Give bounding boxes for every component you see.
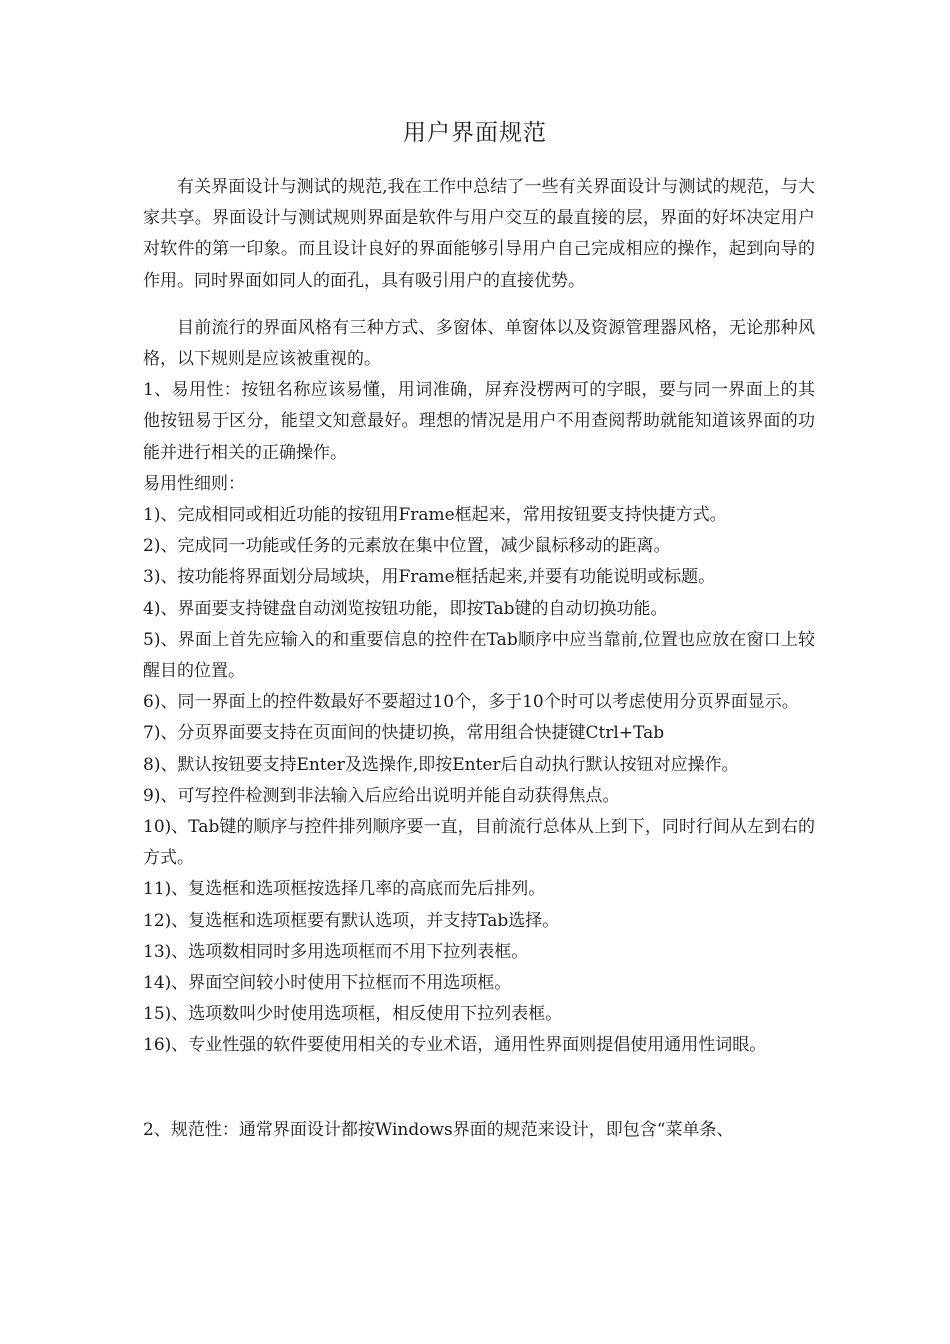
intro-paragraph: 有关界面设计与测试的规范,我在工作中总结了一些有关界面设计与测试的规范，与大家共享。界面设计与测试规则界面是软件与用户交互的最直接的层，界面的好坏决定用户对软件的第一印象。而且设计良好的界面能够引导用户自己完成相应的操作，起到向导的作用。同时界面如同人的面孔，具有吸引用户的直接优势。 [143, 177, 815, 291]
rule-item: 7)、分页界面要支持在页面间的快捷切换，常用组合快捷键Ctrl+Tab [143, 723, 665, 744]
usability-paragraph: 1、易用性：按钮名称应该易懂，用词准确，屏弃没楞两可的字眼，要与同一界面上的其他按钮易于区分，能望文知意最好。理想的情况是用户不用查阅帮助就能知道该界面的功能并进行相关的正确操作。 [143, 380, 815, 463]
rule-item: 2)、完成同一功能或任务的元素放在集中位置，减少鼠标移动的距离。 [143, 536, 671, 557]
rule-item: 16)、专业性强的软件要使用相关的专业术语，通用性界面则提倡使用通用性词眼。 [143, 1035, 767, 1056]
rule-item: 9)、可写控件检测到非法输入后应给出说明并能自动获得焦点。 [143, 785, 620, 806]
rule-item: 14)、界面空间较小时使用下拉框而不用选项框。 [143, 973, 512, 994]
rule-item: 5)、界面上首先应输入的和重要信息的控件在Tab顺序中应当靠前,位置也应放在窗口上较醒目的位置。 [143, 629, 815, 682]
rule-item: 10)、Tab键的顺序与控件排列顺序要一直，目前流行总体从上到下，同时行间从左到右的方式。 [143, 817, 815, 869]
rule-item: 8)、默认按钮要支持Enter及选操作,即按Enter后自动执行默认按钮对应操作。 [143, 754, 739, 775]
section-spacer [143, 1062, 815, 1115]
rule-item: 1)、完成相同或相近功能的按钮用Frame框起来，常用按钮要支持快捷方式。 [143, 505, 727, 526]
styles-paragraph: 目前流行的界面风格有三种方式、多窗体、单窗体以及资源管理器风格，无论那种风格，以下规则是应该被重视的。 [143, 317, 815, 370]
rule-item: 11)、复选框和选项框按选择几率的高底而先后排列。 [143, 879, 546, 900]
standards-paragraph: 2、规范性：通常界面设计都按Windows界面的规范来设计，即包含“菜单条、 [143, 1119, 734, 1140]
rules-list [143, 500, 815, 1062]
rule-item: 4)、界面要支持键盘自动浏览按钮功能，即按Tab键的自动切换功能。 [143, 598, 668, 619]
rule-item: 13)、选项数相同时多用选项框而不用下拉列表框。 [143, 941, 529, 962]
rule-item: 12)、复选框和选项框要有默认选项，并支持Tab选择。 [143, 910, 560, 931]
rule-item: 6)、同一界面上的控件数最好不要超过10个，多于10个时可以考虑使用分页界面显示。 [143, 692, 799, 713]
document-body [143, 172, 815, 1146]
usability-details-heading: 易用性细则： [143, 473, 245, 494]
rule-item: 15)、选项数叫少时使用选项框，相反使用下拉列表框。 [143, 1004, 563, 1025]
rule-item: 3)、按功能将界面划分局域块，用Frame框括起来,并要有功能说明或标题。 [143, 567, 716, 588]
document-title: 用户界面规范 [403, 120, 547, 146]
